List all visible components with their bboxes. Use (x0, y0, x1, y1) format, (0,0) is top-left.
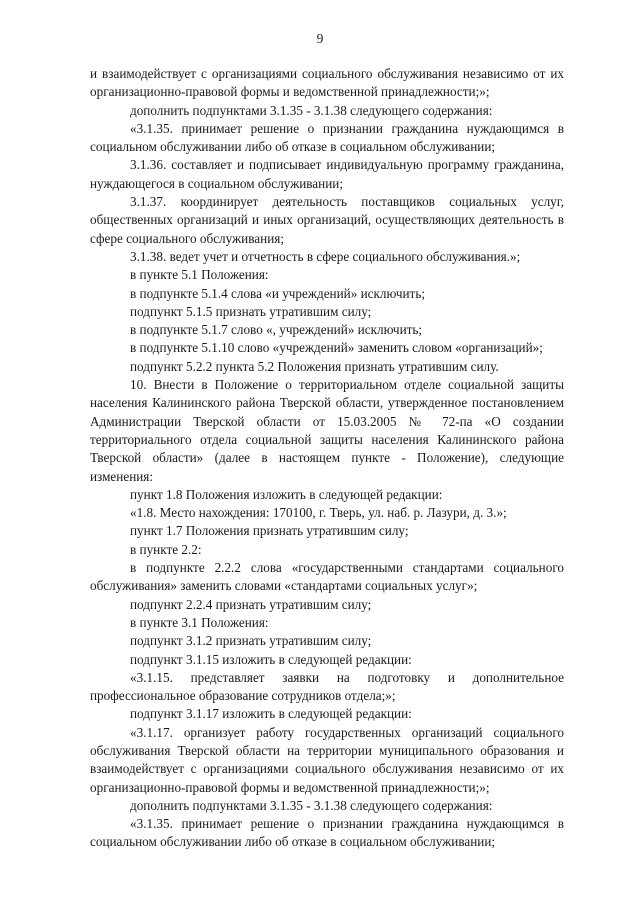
paragraph: в пункте 2.2: (130, 541, 202, 557)
document-body (90, 65, 564, 852)
paragraph: «1.8. Место нахождения: 170100, г. Тверь, ул. наб. р. Лазури, д. 3.»; (130, 505, 507, 521)
paragraph: пункт 1.8 Положения изложить в следующей редакции: (130, 486, 443, 502)
paragraph: «3.1.17. организует работу государственных организаций социального обслуживания Тверской области на территории муниципального образования и взаимодействует с организациями социального обслуживания независимо от их организационно-правовой формы и ведомственной принадлежности;»; (90, 724, 564, 795)
paragraph: в подпункте 2.2.2 слова «государственными стандартами социального обслуживания» заменить словами «стандартами социальных услуг»; (90, 560, 564, 594)
paragraph: «3.1.35. принимает решение о признании гражданина нуждающимся в социальном обслуживании либо об отказе в социальном обслуживании; (90, 816, 564, 850)
paragraph: 10. Внести в Положение о территориальном отделе социальной защиты населения Калининского района Тверской области, утвержденное постановлением Администрации Тверской области от 15.03.2005 № 72-па «О создании территориального отдела социальной защиты населения Калининского района Тверской области» (далее в настоящем пункте - Положение), следующие изменения: (90, 377, 564, 484)
page-number: 9 (316, 31, 324, 46)
paragraph: подпункт 2.2.4 признать утратившим силу; (130, 596, 372, 612)
paragraph: в пункте 5.1 Положения: (130, 267, 269, 283)
paragraph: в пункте 3.1 Положения: (130, 614, 269, 630)
paragraph: «3.1.35. принимает решение о признании гражданина нуждающимся в социальном обслуживании либо об отказе в социальном обслуживании; (90, 120, 564, 155)
paragraph: подпункт 5.1.5 признать утратившим силу; (130, 303, 372, 319)
paragraph: 3.1.38. ведет учет и отчетность в сфере социального обслуживания.»; (130, 248, 521, 264)
paragraph: 3.1.37. координирует деятельность поставщиков социальных услуг, общественных организаций и иных организаций, осуществляющих деятельность в сфере социального обслуживания; (90, 194, 564, 246)
paragraph: подпункт 3.1.15 изложить в следующей редакции: (130, 651, 412, 667)
paragraph: «3.1.15. представляет заявки на подготовку и дополнительное профессиональное образование сотрудников отдела;»; (90, 669, 564, 704)
paragraph: в подпункте 5.1.10 слово «учреждений» заменить словом «организаций»; (130, 340, 543, 356)
paragraph: дополнить подпунктами 3.1.35 - 3.1.38 следующего содержания: (130, 797, 493, 813)
paragraph: дополнить подпунктами 3.1.35 - 3.1.38 следующего содержания: (130, 102, 493, 118)
paragraph: пункт 1.7 Положения признать утратившим силу; (130, 523, 409, 539)
paragraph: в подпункте 5.1.4 слова «и учреждений» исключить; (130, 285, 425, 301)
paragraph: подпункт 3.1.17 изложить в следующей редакции: (130, 706, 412, 722)
paragraph: и взаимодействует с организациями социального обслуживания независимо от их организационно-правовой формы и ведомственной принадлежности;»; (90, 66, 564, 100)
paragraph: подпункт 5.2.2 пункта 5.2 Положения признать утратившим силу. (130, 358, 499, 374)
paragraph: 3.1.36. составляет и подписывает индивидуальную программу гражданина, нуждающегося в социальном обслуживании; (90, 157, 564, 191)
paragraph: в подпункте 5.1.7 слово «, учреждений» исключить; (130, 322, 423, 338)
paragraph: подпункт 3.1.2 признать утратившим силу; (130, 633, 372, 649)
